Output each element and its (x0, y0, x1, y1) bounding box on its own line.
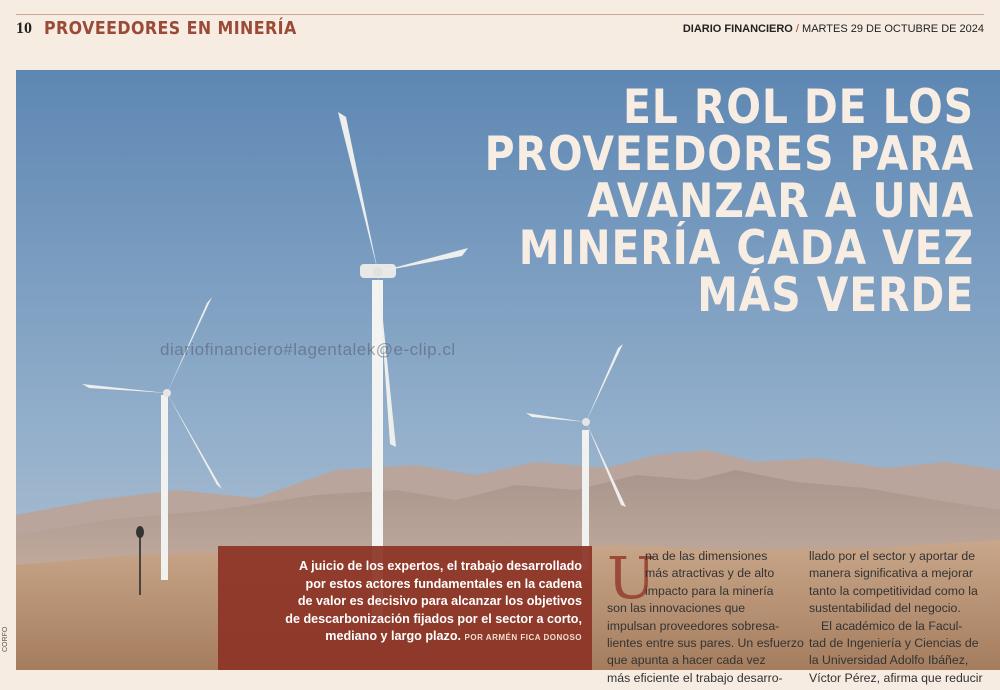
headline-line: PROVEEDORES PARA (484, 127, 974, 182)
body-line: tad de Ingeniería y Ciencias de (809, 636, 979, 651)
watermark: diariofinanciero#lagentalek@e-clip.cl (160, 340, 456, 359)
top-rule (16, 14, 984, 15)
masthead (683, 23, 984, 35)
lead-box (218, 546, 592, 670)
section-title: PROVEEDORES EN MINERÍA (44, 18, 297, 39)
body-column-2 (809, 548, 989, 687)
body-line: tanto la competitividad como la (809, 583, 978, 598)
drop-cap: U (607, 544, 656, 612)
body-line: El académico de la Facul- (821, 618, 963, 633)
headline-line: MÁS VERDE (697, 268, 974, 323)
body-line: lientes entre sus pares. Un esfuerzo (607, 636, 804, 651)
lead-line: de descarbonización fijados por el sector a corto, (285, 611, 582, 626)
lead-line: de valor es decisivo para alcanzar los objetivos (297, 594, 582, 608)
body-line: llado por el sector y aportar de (809, 549, 976, 563)
headline-line: MINERÍA CADA VEZ (518, 221, 974, 276)
headline-line: AVANZAR A UNA (587, 174, 974, 229)
body-line: impacto para la minería (645, 583, 774, 598)
body-line: que apunta a hacer cada vez (607, 653, 766, 668)
photo-credit: CORFO (2, 626, 9, 652)
body-line: más eficiente el trabajo desarro- (607, 670, 783, 685)
body-line: la Universidad Adolfo Ibáñez, (809, 653, 969, 668)
body-line: sustentabilidad del negocio. (809, 601, 961, 616)
body-line: manera significativa a mejorar (809, 566, 974, 581)
body-line: impulsan proveedores sobresa- (607, 618, 780, 633)
publication-date: MARTES 29 DE OCTUBRE DE 2024 (802, 23, 984, 35)
page-number: 10 (16, 20, 32, 37)
publication-name: DIARIO FINANCIERO (682, 23, 793, 35)
body-line: más atractivas y de alto (645, 566, 775, 581)
body-column-1 (607, 544, 804, 687)
body-line: na de las dimensiones (645, 549, 768, 563)
masthead-separator: / (792, 23, 803, 35)
headline (274, 80, 974, 323)
lead-line: A juicio de los expertos, el trabajo desarrollado (299, 559, 582, 573)
body-line: son las innovaciones que (607, 601, 746, 616)
lead-line: mediano y largo plazo. (325, 629, 462, 643)
body-line: Víctor Pérez, afirma que reducir (809, 670, 983, 685)
headline-line: EL ROL DE LOS (623, 80, 974, 135)
lead-line: por estos actores fundamentales en la cadena (305, 576, 582, 591)
byline: POR ARMÉN FICA DONOSO (464, 633, 582, 642)
